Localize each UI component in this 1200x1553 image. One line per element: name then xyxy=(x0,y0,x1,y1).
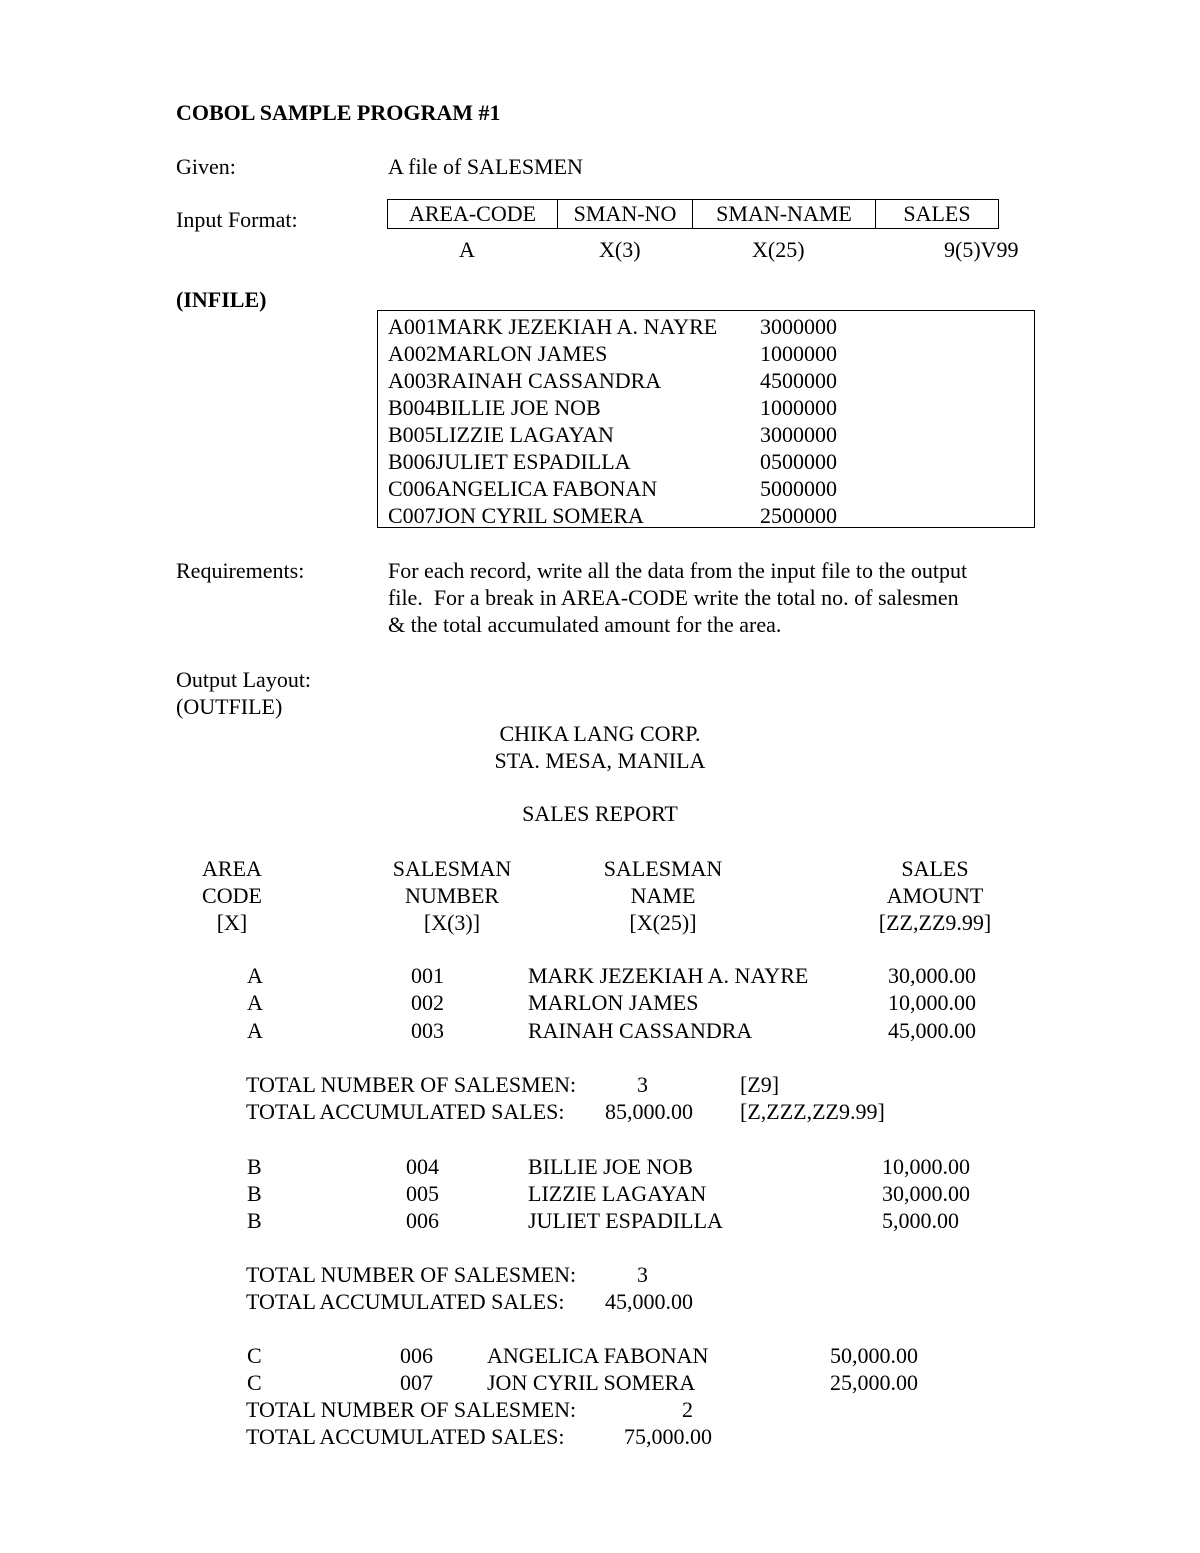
total-count-value: 2 xyxy=(682,1397,693,1422)
row-number: 001 xyxy=(411,963,444,988)
row-amount: 5,000.00 xyxy=(882,1208,959,1233)
header-amount-pic: [ZZ,ZZ9.99] xyxy=(878,910,992,935)
row-area: B xyxy=(247,1154,262,1179)
given-label: Given: xyxy=(176,154,236,179)
row-area: B xyxy=(247,1208,262,1233)
row-number: 003 xyxy=(411,1018,444,1043)
total-count-label: TOTAL NUMBER OF SALESMEN: xyxy=(246,1397,577,1422)
header-name-pic: [X(25)] xyxy=(629,910,697,935)
total-sales-label: TOTAL ACCUMULATED SALES: xyxy=(246,1289,565,1314)
row-area: B xyxy=(247,1181,262,1206)
record-sales: 4500000 xyxy=(760,368,837,393)
header-number-line1: SALESMAN xyxy=(392,856,512,881)
row-name: LIZZIE LAGAYAN xyxy=(528,1181,707,1206)
record-sales: 3000000 xyxy=(760,422,837,447)
field-sales: SALES xyxy=(903,201,971,226)
input-format-table xyxy=(387,199,999,229)
infile-label: (INFILE) xyxy=(176,287,267,312)
row-number: 006 xyxy=(406,1208,439,1233)
header-name-line1: SALESMAN xyxy=(603,856,723,881)
requirements-line: & the total accumulated amount for the area. xyxy=(388,612,782,637)
record-sales: 1000000 xyxy=(760,395,837,420)
header-area-line1: AREA xyxy=(202,856,262,881)
row-amount: 45,000.00 xyxy=(888,1018,976,1043)
total-sales-pic: [Z,ZZZ,ZZ9.99] xyxy=(740,1099,885,1124)
total-sales-value: 75,000.00 xyxy=(624,1424,712,1449)
input-format-label: Input Format: xyxy=(176,207,298,232)
requirements-line: For each record, write all the data from the input file to the output xyxy=(388,558,968,583)
row-amount: 10,000.00 xyxy=(882,1154,970,1179)
pic-area-code: A xyxy=(459,237,475,262)
row-amount: 25,000.00 xyxy=(830,1370,918,1395)
row-name: MARLON JAMES xyxy=(528,990,699,1015)
header-amount-line2: AMOUNT xyxy=(886,883,984,908)
row-name: JULIET ESPADILLA xyxy=(528,1208,723,1233)
requirements-line: file. For a break in AREA-CODE write the total no. of salesmen xyxy=(388,585,959,610)
company-address: STA. MESA, MANILA xyxy=(494,748,706,773)
total-count-label: TOTAL NUMBER OF SALESMEN: xyxy=(246,1072,577,1097)
header-area-line2: CODE xyxy=(202,883,262,908)
requirements-label: Requirements: xyxy=(176,558,305,583)
total-count-pic: [Z9] xyxy=(740,1072,780,1097)
record-key: B004BILLIE JOE NOB xyxy=(388,395,601,420)
pic-sman-no: X(3) xyxy=(599,237,641,262)
row-number: 005 xyxy=(406,1181,439,1206)
total-count-value: 3 xyxy=(637,1072,648,1097)
header-number-pic: [X(3)] xyxy=(423,910,481,935)
pic-sman-name: X(25) xyxy=(752,237,805,262)
pic-sales: 9(5)V99 xyxy=(944,237,1019,262)
output-layout-label: Output Layout: xyxy=(176,667,312,692)
given-value: A file of SALESMEN xyxy=(388,154,583,179)
total-sales-label: TOTAL ACCUMULATED SALES: xyxy=(246,1424,565,1449)
record-key: C007JON CYRIL SOMERA xyxy=(388,503,644,528)
row-number: 007 xyxy=(400,1370,433,1395)
total-sales-value: 85,000.00 xyxy=(605,1099,693,1124)
record-key: A002MARLON JAMES xyxy=(388,341,608,366)
row-area: C xyxy=(247,1370,262,1395)
record-sales: 3000000 xyxy=(760,314,837,339)
record-key: A001MARK JEZEKIAH A. NAYRE xyxy=(388,314,718,339)
report-title: SALES REPORT xyxy=(522,801,678,826)
row-name: JON CYRIL SOMERA xyxy=(487,1370,696,1395)
field-sman-no: SMAN-NO xyxy=(573,201,677,226)
total-sales-label: TOTAL ACCUMULATED SALES: xyxy=(246,1099,565,1124)
record-sales: 2500000 xyxy=(760,503,837,528)
record-key: C006ANGELICA FABONAN xyxy=(388,476,658,501)
row-name: MARK JEZEKIAH A. NAYRE xyxy=(528,963,809,988)
record-sales: 0500000 xyxy=(760,449,837,474)
row-amount: 10,000.00 xyxy=(888,990,976,1015)
record-sales: 1000000 xyxy=(760,341,837,366)
record-key: B006JULIET ESPADILLA xyxy=(388,449,631,474)
row-area: A xyxy=(247,1018,263,1043)
row-amount: 30,000.00 xyxy=(888,963,976,988)
field-area-code: AREA-CODE xyxy=(408,201,537,226)
header-area-pic: [X] xyxy=(216,910,248,935)
header-amount-line1: SALES xyxy=(901,856,969,881)
row-number: 004 xyxy=(406,1154,439,1179)
header-number-line2: NUMBER xyxy=(404,883,500,908)
field-sman-name: SMAN-NAME xyxy=(716,201,852,226)
row-number: 006 xyxy=(400,1343,433,1368)
row-area: C xyxy=(247,1343,262,1368)
total-sales-value: 45,000.00 xyxy=(605,1289,693,1314)
row-area: A xyxy=(247,990,263,1015)
record-key: B005LIZZIE LAGAYAN xyxy=(388,422,614,447)
outfile-label: (OUTFILE) xyxy=(176,694,283,719)
company-name: CHIKA LANG CORP. xyxy=(499,721,701,746)
header-name-line2: NAME xyxy=(630,883,696,908)
record-sales: 5000000 xyxy=(760,476,837,501)
record-key: A003RAINAH CASSANDRA xyxy=(388,368,662,393)
row-name: ANGELICA FABONAN xyxy=(487,1343,709,1368)
page-title: COBOL SAMPLE PROGRAM #1 xyxy=(176,100,501,125)
row-amount: 50,000.00 xyxy=(830,1343,918,1368)
row-name: BILLIE JOE NOB xyxy=(528,1154,693,1179)
row-area: A xyxy=(247,963,263,988)
row-number: 002 xyxy=(411,990,444,1015)
total-count-label: TOTAL NUMBER OF SALESMEN: xyxy=(246,1262,577,1287)
total-count-value: 3 xyxy=(637,1262,648,1287)
row-name: RAINAH CASSANDRA xyxy=(528,1018,753,1043)
row-amount: 30,000.00 xyxy=(882,1181,970,1206)
